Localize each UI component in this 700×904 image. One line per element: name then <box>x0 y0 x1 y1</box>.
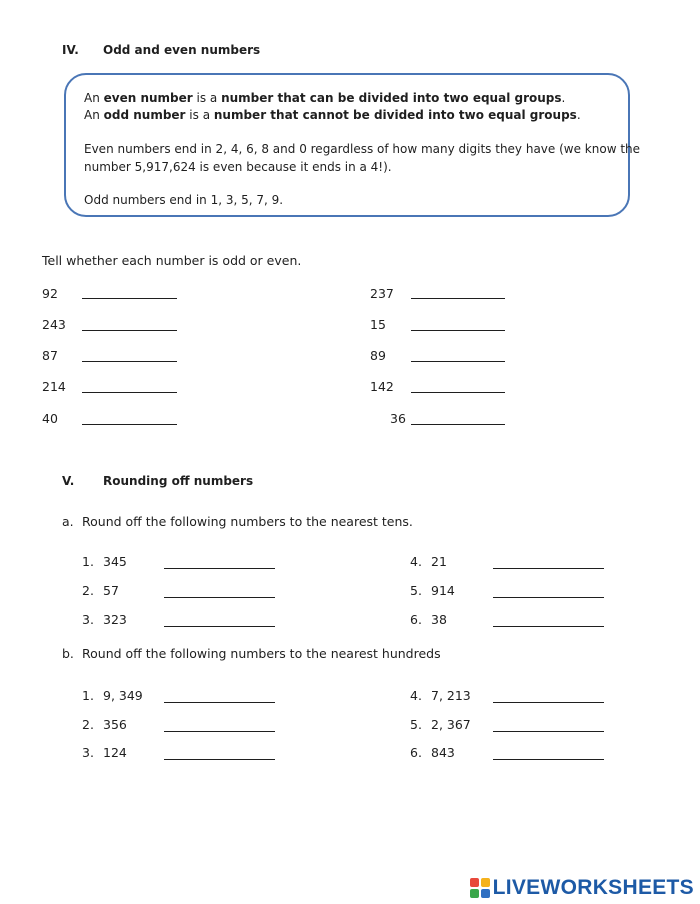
answer-blank[interactable] <box>82 298 177 299</box>
item-number: 3. <box>82 612 94 627</box>
item-value: 356 <box>103 717 127 732</box>
item-number: 2. <box>82 717 94 732</box>
item-number: 5. <box>410 583 422 598</box>
number-label: 92 <box>42 286 58 301</box>
answer-blank[interactable] <box>411 392 505 393</box>
item-number: 6. <box>410 612 422 627</box>
answer-blank[interactable] <box>164 626 275 627</box>
number-label: 15 <box>370 317 386 332</box>
answer-blank[interactable] <box>411 298 505 299</box>
section-4-title: Odd and even numbers <box>103 43 261 57</box>
even-definition: An even number is a number that can be divided into two equal groups. <box>84 91 566 105</box>
item-value: 57 <box>103 583 119 598</box>
item-number: 4. <box>410 554 422 569</box>
part-b-instruction: Round off the following numbers to the nearest hundreds <box>82 646 441 661</box>
answer-blank[interactable] <box>493 731 604 732</box>
answer-blank[interactable] <box>411 424 505 425</box>
number-label: 40 <box>42 411 58 426</box>
item-value: 914 <box>431 583 455 598</box>
number-label: 87 <box>42 348 58 363</box>
item-number: 6. <box>410 745 422 760</box>
answer-blank[interactable] <box>493 626 604 627</box>
answer-blank[interactable] <box>411 361 505 362</box>
number-label: 142 <box>370 379 394 394</box>
even-endings-line2: number 5,917,624 is even because it ends in a 4!). <box>84 160 392 174</box>
even-endings-line1: Even numbers end in 2, 4, 6, 8 and 0 regardless of how many digits they have (we know the <box>84 142 641 156</box>
item-number: 1. <box>82 554 94 569</box>
answer-blank[interactable] <box>493 568 604 569</box>
item-number: 1. <box>82 688 94 703</box>
item-value: 38 <box>431 612 447 627</box>
item-number: 2. <box>82 583 94 598</box>
answer-blank[interactable] <box>82 424 177 425</box>
item-value: 7, 213 <box>431 688 471 703</box>
item-value: 323 <box>103 612 127 627</box>
section-4-numeral: IV. <box>62 43 79 57</box>
part-a-instruction: Round off the following numbers to the nearest tens. <box>82 514 413 529</box>
item-value: 21 <box>431 554 447 569</box>
part-a-label: a. <box>62 514 74 529</box>
answer-blank[interactable] <box>164 568 275 569</box>
item-value: 2, 367 <box>431 717 471 732</box>
answer-blank[interactable] <box>82 361 177 362</box>
number-label: 89 <box>370 348 386 363</box>
answer-blank[interactable] <box>164 702 275 703</box>
answer-blank[interactable] <box>493 597 604 598</box>
number-label: 237 <box>370 286 394 301</box>
item-number: 4. <box>410 688 422 703</box>
answer-blank[interactable] <box>493 702 604 703</box>
item-value: 345 <box>103 554 127 569</box>
item-value: 124 <box>103 745 127 760</box>
liveworksheets-logo[interactable] <box>470 876 694 900</box>
answer-blank[interactable] <box>82 392 177 393</box>
liveworksheets-logo-icon <box>470 878 490 898</box>
section-5-title: Rounding off numbers <box>103 474 254 488</box>
item-number: 5. <box>410 717 422 732</box>
item-value: 9, 349 <box>103 688 143 703</box>
number-label: 243 <box>42 317 66 332</box>
odd-definition: An odd number is a number that cannot be divided into two equal groups. <box>84 108 581 122</box>
item-value: 843 <box>431 745 455 760</box>
definition-box <box>64 73 641 217</box>
answer-blank[interactable] <box>82 330 177 331</box>
liveworksheets-logo-text: LIVEWORKSHEETS <box>492 876 694 899</box>
answer-blank[interactable] <box>164 597 275 598</box>
odd-even-instruction: Tell whether each number is odd or even. <box>42 253 302 268</box>
answer-blank[interactable] <box>164 731 275 732</box>
item-number: 3. <box>82 745 94 760</box>
number-label: 36 <box>390 411 406 426</box>
answer-blank[interactable] <box>164 759 275 760</box>
part-b-label: b. <box>62 646 74 661</box>
section-5-numeral: V. <box>62 474 75 488</box>
odd-endings: Odd numbers end in 1, 3, 5, 7, 9. <box>84 193 284 207</box>
answer-blank[interactable] <box>411 330 505 331</box>
answer-blank[interactable] <box>493 759 604 760</box>
number-label: 214 <box>42 379 66 394</box>
